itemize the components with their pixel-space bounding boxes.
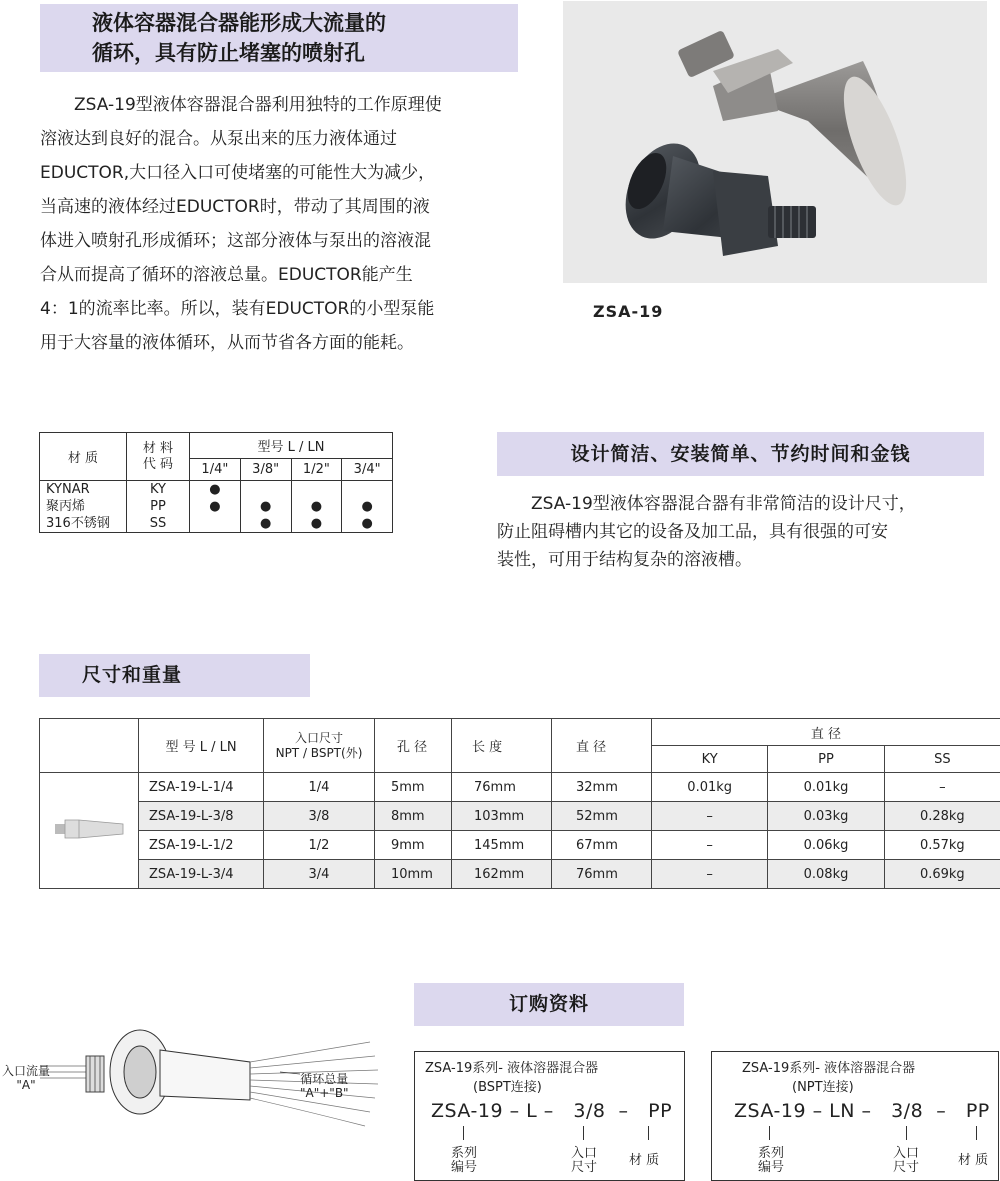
intro-line: 当高速的液体经过EDUCTOR时，带动了其周围的液 bbox=[40, 197, 430, 217]
product-photo bbox=[563, 1, 987, 283]
material-dot: ● bbox=[209, 499, 221, 514]
order-label-series: 系列 编号 bbox=[758, 1146, 785, 1175]
black-eductor-shape bbox=[611, 131, 816, 256]
material-code: SS bbox=[149, 516, 167, 531]
dims-image-header bbox=[40, 719, 139, 773]
design-line: 防止阻碍槽内其它的设备及加工品，具有很强的可安 bbox=[497, 522, 888, 542]
dims-inlet: 3/8 bbox=[264, 802, 375, 831]
dims-ky: 0.01kg bbox=[652, 773, 768, 802]
dimensions-table bbox=[39, 718, 1000, 889]
order-box-npt bbox=[711, 1051, 999, 1181]
dims-model: ZSA-19-L-3/8 bbox=[139, 802, 264, 831]
intro-line: 体进入喷射孔形成循环；这部分液体与泵出的溶液混 bbox=[40, 231, 431, 251]
dims-pp: 0.08kg bbox=[768, 860, 884, 889]
materials-header-model: 型号 L / LN bbox=[190, 433, 393, 459]
intro-title-line1: 液体容器混合器能形成大流量的 bbox=[92, 11, 386, 35]
intro-line: 用于大容量的液体循环，从而节省各方面的能耗。 bbox=[40, 333, 414, 353]
material-dot bbox=[292, 481, 342, 498]
order-title: 订购资料 bbox=[414, 983, 684, 1026]
order-label-material: 材 质 bbox=[629, 1153, 660, 1168]
dims-header-length: 长 度 bbox=[452, 719, 552, 773]
material-code: KY bbox=[149, 482, 166, 497]
dims-weight-col: SS bbox=[884, 746, 1000, 773]
intro-line: 4：1的流率比率。所以，装有EDUCTOR的小型泵能 bbox=[40, 299, 435, 319]
design-line: 装性，可用于结构复杂的溶液槽。 bbox=[497, 550, 752, 570]
design-line: ZSA-19型液体容器混合器有非常简洁的设计尺寸， bbox=[531, 494, 916, 514]
dimensions-title: 尺寸和重量 bbox=[39, 654, 310, 697]
material-name: KYNAR bbox=[46, 482, 90, 497]
material-dot bbox=[342, 481, 392, 498]
dims-inlet: 1/4 bbox=[264, 773, 375, 802]
material-name: 316不锈钢 bbox=[46, 516, 110, 531]
materials-col-1-2 bbox=[291, 481, 342, 533]
material-dot: ● bbox=[361, 516, 373, 531]
flow-inlet-label bbox=[2, 1064, 50, 1092]
materials-names bbox=[40, 481, 127, 533]
dims-pp: 0.06kg bbox=[768, 831, 884, 860]
materials-table bbox=[39, 432, 393, 533]
materials-size: 1/2" bbox=[291, 459, 342, 481]
order-code: ZSA-19 – L – 3/8 – PP bbox=[431, 1100, 673, 1122]
materials-header-material: 材 质 bbox=[40, 433, 127, 481]
dims-hole: 9mm bbox=[375, 831, 452, 860]
materials-header-code: 材 料 代 码 bbox=[127, 433, 190, 481]
dims-dia: 52mm bbox=[552, 802, 652, 831]
dims-pp: 0.03kg bbox=[768, 802, 884, 831]
dims-dia: 76mm bbox=[552, 860, 652, 889]
materials-size: 1/4" bbox=[190, 459, 241, 481]
flow-total-symbol: "A"+"B" bbox=[300, 1086, 349, 1100]
dims-inlet: 1/2 bbox=[264, 831, 375, 860]
material-dot bbox=[190, 515, 240, 532]
dims-model: ZSA-19-L-1/2 bbox=[139, 831, 264, 860]
dims-hole: 5mm bbox=[375, 773, 452, 802]
dims-ss: – bbox=[884, 773, 1000, 802]
order-box-line1: ZSA-19系列- 液体溶器混合器 bbox=[425, 1061, 599, 1076]
eductor-thumbnail-icon bbox=[49, 814, 129, 844]
dims-pp: 0.01kg bbox=[768, 773, 884, 802]
table-row bbox=[40, 773, 1000, 802]
dims-dia: 67mm bbox=[552, 831, 652, 860]
design-paragraph bbox=[497, 490, 1000, 574]
eductor-photo-illustration bbox=[563, 1, 987, 283]
dims-model: ZSA-19-L-3/4 bbox=[139, 860, 264, 889]
dims-hole: 10mm bbox=[375, 860, 452, 889]
materials-col-3-8 bbox=[240, 481, 291, 533]
order-box-line2: (BSPT连接) bbox=[473, 1080, 542, 1095]
table-row bbox=[40, 802, 1000, 831]
intro-title bbox=[40, 4, 518, 72]
dims-header-hole: 孔 径 bbox=[375, 719, 452, 773]
order-label-series: 系列 编号 bbox=[451, 1146, 478, 1175]
order-tick bbox=[463, 1126, 464, 1140]
order-tick bbox=[906, 1126, 907, 1140]
flow-diagram bbox=[0, 1022, 390, 1142]
intro-paragraph bbox=[40, 88, 540, 360]
order-label-material: 材 质 bbox=[958, 1153, 989, 1168]
dims-hole: 8mm bbox=[375, 802, 452, 831]
intro-line: 溶液达到良好的混合。从泵出来的压力液体通过 bbox=[40, 129, 397, 149]
dims-header-weight: 直 径 bbox=[652, 719, 1000, 746]
intro-line: EDUCTOR,大口径入口可使堵塞的可能性大为减少， bbox=[40, 163, 436, 183]
order-tick bbox=[769, 1126, 770, 1140]
order-tick bbox=[583, 1126, 584, 1140]
material-dot: ● bbox=[361, 499, 373, 514]
material-dot bbox=[241, 481, 291, 498]
dims-length: 103mm bbox=[452, 802, 552, 831]
dims-thumbnail bbox=[40, 773, 139, 889]
dims-ss: 0.57kg bbox=[884, 831, 1000, 860]
dims-header-inlet: 入口尺寸 NPT / BSPT(外) bbox=[264, 719, 375, 773]
dims-ss: 0.28kg bbox=[884, 802, 1000, 831]
order-label-inlet: 入口 尺寸 bbox=[571, 1146, 598, 1175]
dims-weight-col: PP bbox=[768, 746, 884, 773]
material-dot: ● bbox=[259, 499, 272, 514]
flow-total-text: 循环总量 bbox=[300, 1072, 349, 1086]
material-dot: ● bbox=[259, 516, 272, 531]
order-code: ZSA-19 – LN – 3/8 – PP bbox=[734, 1100, 990, 1122]
order-box-line1: ZSA-19系列- 液体溶器混合器 bbox=[742, 1061, 916, 1076]
dims-inlet: 3/4 bbox=[264, 860, 375, 889]
table-row bbox=[40, 860, 1000, 889]
order-tick bbox=[648, 1126, 649, 1140]
dims-length: 145mm bbox=[452, 831, 552, 860]
material-dot: ● bbox=[310, 516, 323, 531]
dims-ky: – bbox=[652, 860, 768, 889]
dims-model: ZSA-19-L-1/4 bbox=[139, 773, 264, 802]
intro-line: 合从而提高了循环的溶液总量。EDUCTOR能产生 bbox=[40, 265, 413, 285]
dims-header-model: 型 号 L / LN bbox=[139, 719, 264, 773]
dims-length: 76mm bbox=[452, 773, 552, 802]
order-box-bspt bbox=[414, 1051, 685, 1181]
dims-weight-col: KY bbox=[652, 746, 768, 773]
intro-title-line2: 循环，具有防止堵塞的喷射孔 bbox=[92, 41, 365, 65]
materials-codes bbox=[127, 481, 190, 533]
material-code: PP bbox=[150, 499, 166, 514]
order-tick bbox=[976, 1126, 977, 1140]
dims-ss: 0.69kg bbox=[884, 860, 1000, 889]
dims-ky: – bbox=[652, 802, 768, 831]
dims-length: 162mm bbox=[452, 860, 552, 889]
material-dot: ● bbox=[310, 499, 323, 514]
flow-total-label bbox=[300, 1072, 349, 1100]
material-name: 聚丙烯 bbox=[46, 499, 86, 514]
flow-inlet-symbol: "A" bbox=[16, 1078, 36, 1092]
design-title: 设计简洁、安装简单、节约时间和金钱 bbox=[497, 432, 984, 476]
photo-caption: ZSA-19 bbox=[593, 302, 664, 321]
materials-size: 3/4" bbox=[342, 459, 393, 481]
dims-ky: – bbox=[652, 831, 768, 860]
material-dot: ● bbox=[209, 482, 221, 497]
dims-header-diameter: 直 径 bbox=[552, 719, 652, 773]
order-box-line2: (NPT连接) bbox=[792, 1080, 854, 1095]
dims-dia: 32mm bbox=[552, 773, 652, 802]
materials-size: 3/8" bbox=[240, 459, 291, 481]
materials-col-quarter bbox=[190, 481, 241, 533]
flow-inlet-text: 入口流量 bbox=[2, 1064, 51, 1078]
table-row bbox=[40, 831, 1000, 860]
materials-col-3-4 bbox=[342, 481, 393, 533]
intro-line: ZSA-19型液体容器混合器利用独特的工作原理使 bbox=[74, 95, 442, 115]
order-label-inlet: 入口 尺寸 bbox=[893, 1146, 920, 1175]
